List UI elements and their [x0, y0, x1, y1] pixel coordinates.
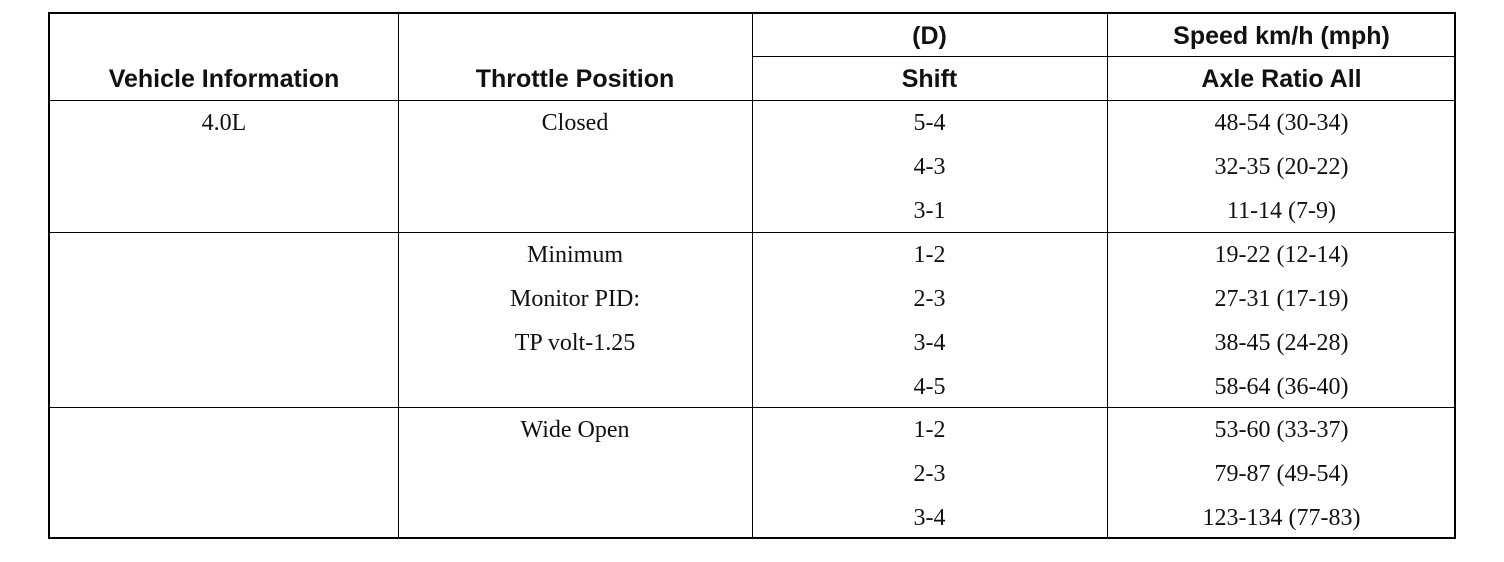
header-divider [50, 100, 1454, 101]
header-shift: Shift [901, 65, 958, 93]
shift-cell: 2-3 [913, 286, 946, 312]
vehicle-engine: 4.0L [201, 110, 247, 136]
shift-cell: 5-4 [913, 110, 946, 136]
shift-cell: 4-5 [913, 374, 946, 400]
speed-cell: 48-54 (30-34) [1214, 110, 1349, 136]
throttle-line: Minimum [526, 242, 623, 268]
shift-speed-table [48, 12, 1456, 539]
throttle-line: TP volt-1.25 [514, 330, 636, 356]
shift-cell: 3-4 [913, 505, 946, 531]
group-divider [50, 407, 1454, 408]
throttle-line: Closed [541, 110, 609, 136]
shift-cell: 4-3 [913, 154, 946, 180]
shift-cell: 2-3 [913, 461, 946, 487]
throttle-line: Wide Open [520, 417, 630, 443]
shift-cell: 1-2 [913, 417, 946, 443]
speed-cell: 27-31 (17-19) [1214, 286, 1349, 312]
speed-cell: 58-64 (36-40) [1214, 374, 1349, 400]
header-throttle-position: Throttle Position [475, 65, 675, 93]
group-divider [50, 232, 1454, 233]
shift-cell: 3-4 [913, 330, 946, 356]
shift-cell: 3-1 [913, 198, 946, 224]
speed-cell: 53-60 (33-37) [1214, 417, 1349, 443]
header-speed: Speed km/h (mph) [1173, 22, 1390, 50]
shift-cell: 1-2 [913, 242, 946, 268]
header-axle-ratio: Axle Ratio All [1201, 65, 1362, 93]
speed-cell: 11-14 (7-9) [1226, 198, 1337, 224]
speed-cell: 38-45 (24-28) [1214, 330, 1349, 356]
speed-cell: 32-35 (20-22) [1214, 154, 1349, 180]
header-subdivider [752, 56, 1454, 57]
throttle-line: Monitor PID: [509, 286, 640, 312]
header-vehicle-information: Vehicle Information [108, 65, 340, 93]
header-gear-range: (D) [912, 22, 947, 50]
speed-cell: 79-87 (49-54) [1214, 461, 1349, 487]
speed-cell: 123-134 (77-83) [1202, 505, 1361, 531]
speed-cell: 19-22 (12-14) [1214, 242, 1349, 268]
